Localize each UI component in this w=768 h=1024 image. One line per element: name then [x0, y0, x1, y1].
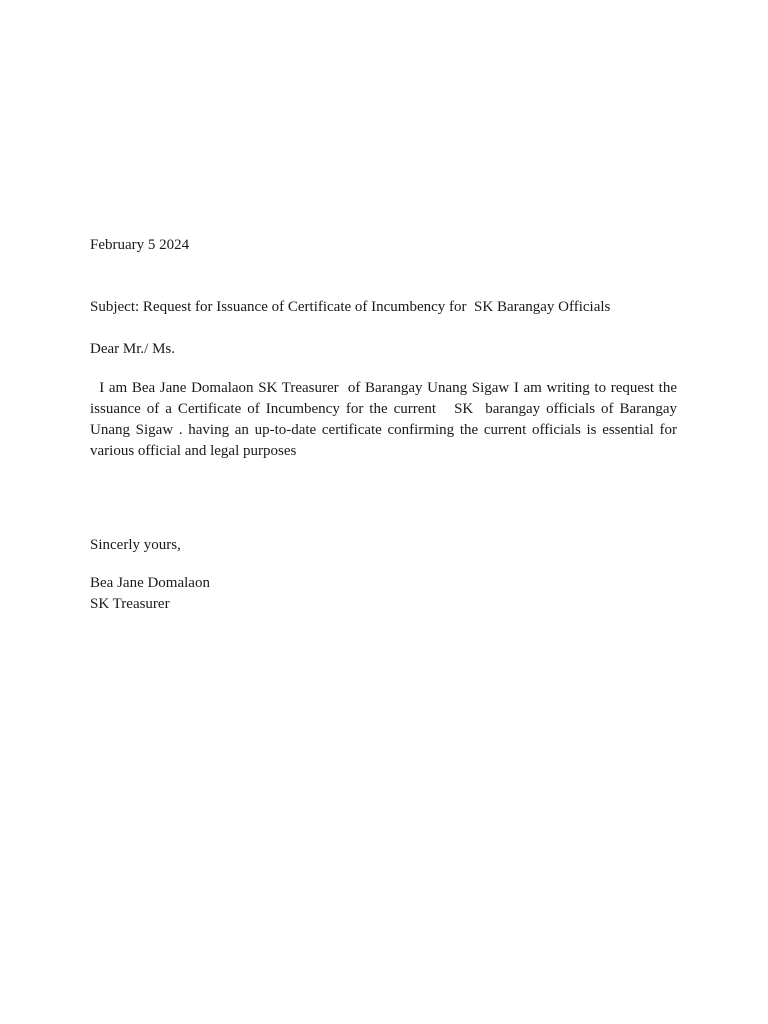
- letter-closing: Sincerly yours,: [90, 537, 181, 553]
- letter-salutation: Dear Mr./ Ms.: [90, 341, 175, 357]
- signature-title: SK Treasurer: [90, 596, 170, 612]
- letter-subject: Subject: Request for Issuance of Certificate of Incumbency for SK Barangay Officials: [90, 299, 611, 315]
- signature-name: Bea Jane Domalaon: [90, 575, 210, 591]
- letter-body: I am Bea Jane Domalaon SK Treasurer of Barangay Unang Sigaw I am writing to request the issuance of a Certificate of Incumbency for the current SK barangay officials of Barangay Unang Sigaw . having an up-to-date certificate confirming the current officials is essential for various official and legal purposes: [90, 380, 681, 459]
- letter-date: February 5 2024: [90, 237, 190, 253]
